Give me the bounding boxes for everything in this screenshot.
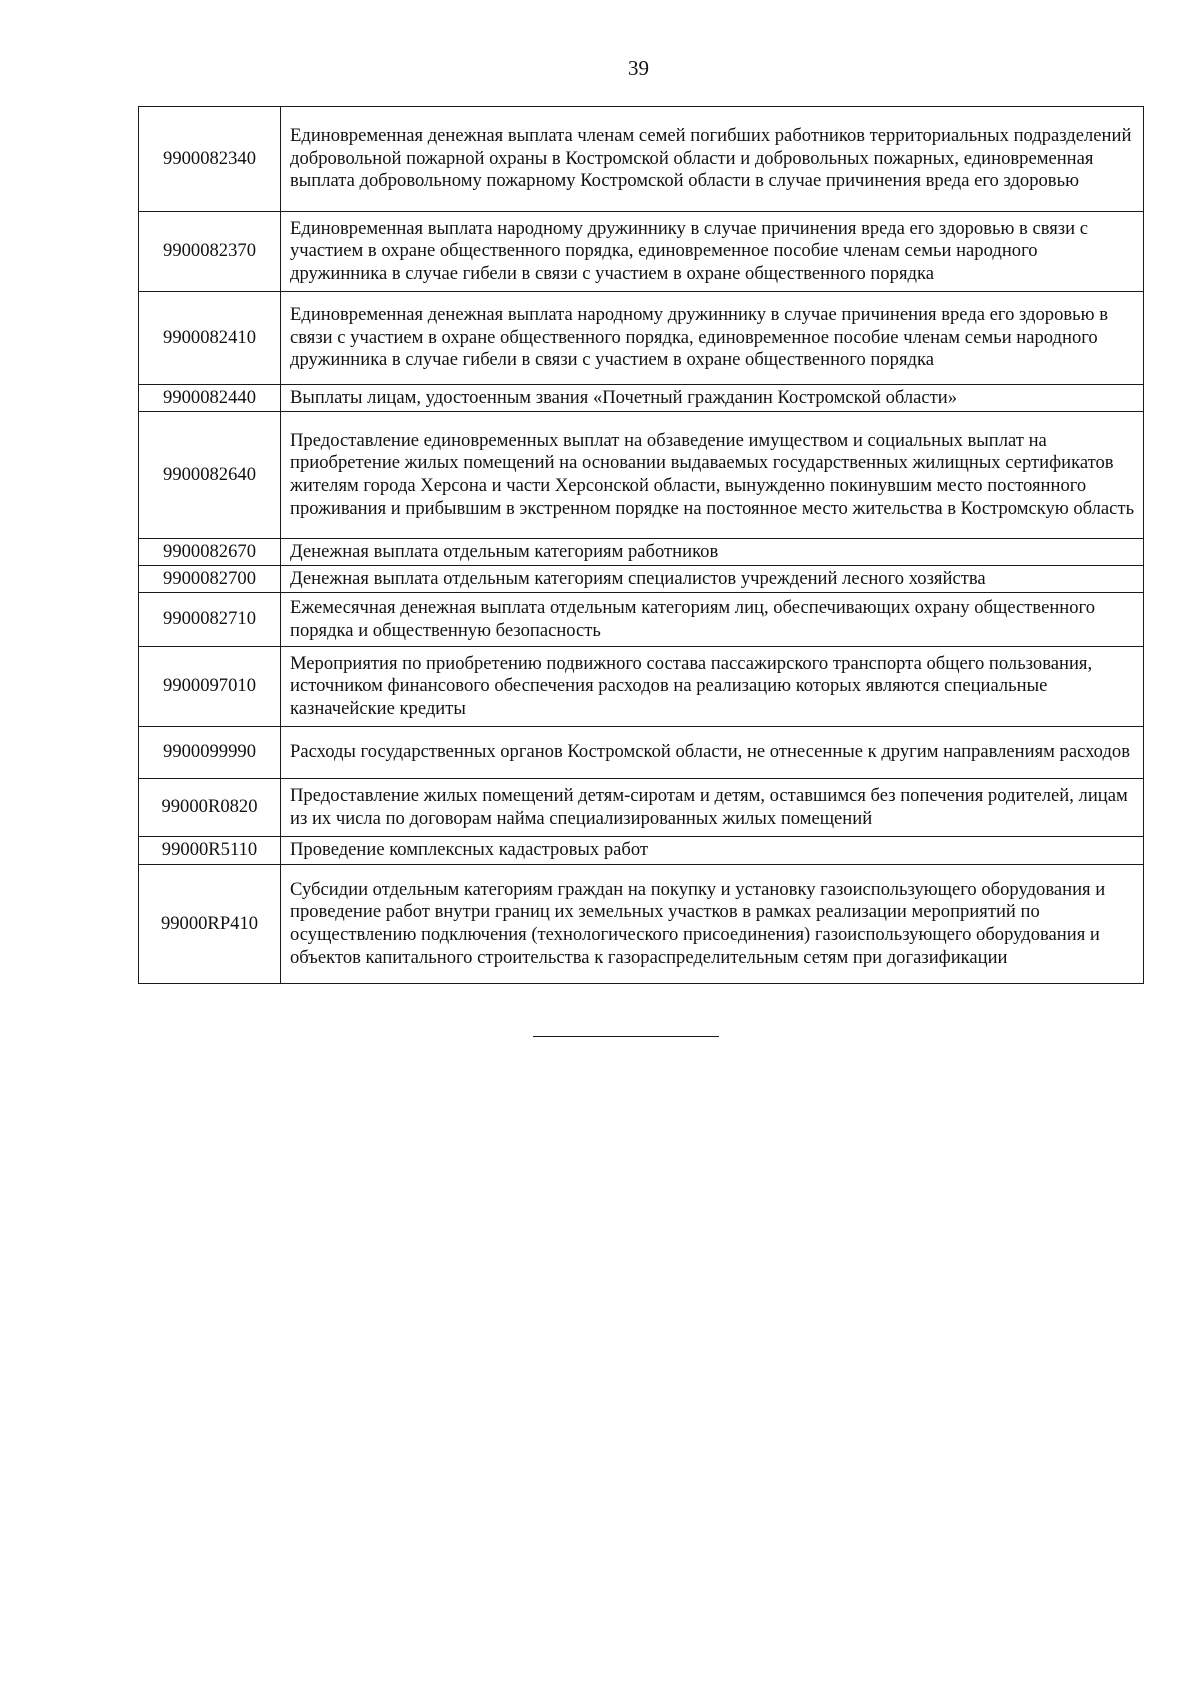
row-code: 99000R5110	[139, 837, 281, 865]
table-row	[139, 837, 1144, 865]
table-row	[139, 292, 1144, 385]
row-description: Проведение комплексных кадастровых работ	[281, 837, 1144, 865]
table-row	[139, 412, 1144, 539]
table-row	[139, 212, 1144, 292]
row-description: Денежная выплата отдельным категориям специалистов учреждений лесного хозяйства	[281, 566, 1144, 593]
row-code: 9900082700	[139, 566, 281, 593]
row-description: Ежемесячная денежная выплата отдельным категориям лиц, обеспечивающих охрану общественного порядка и общественную безопасность	[281, 593, 1144, 647]
row-code: 9900082670	[139, 539, 281, 566]
row-code: 99000RP410	[139, 865, 281, 984]
row-code: 9900082370	[139, 212, 281, 292]
table-row	[139, 593, 1144, 647]
row-code: 9900082340	[139, 107, 281, 212]
row-description: Единовременная выплата народному дружиннику в случае причинения вреда его здоровью в связи с участием в охране общественного порядка, единовременное пособие членам семьи народного дружинника в случае гибели в связи с участием в охране общественного порядка	[281, 212, 1144, 292]
expense-codes-table	[138, 106, 1144, 984]
row-description: Денежная выплата отдельным категориям работников	[281, 539, 1144, 566]
row-code: 9900082640	[139, 412, 281, 539]
row-description: Предоставление единовременных выплат на обзаведение имуществом и социальных выплат на приобретение жилых помещений на основании выдаваемых государственных жилищных сертификатов жителям города Херсона и части Херсонской области, вынужденно покинувшим место постоянного проживания и прибывшим в экстренном порядке на постоянное место жительства в Костромскую область	[281, 412, 1144, 539]
table-row	[139, 727, 1144, 779]
table-row	[139, 779, 1144, 837]
table-row	[139, 566, 1144, 593]
row-description: Мероприятия по приобретению подвижного состава пассажирского транспорта общего пользования, источником финансового обеспечения расходов на реализацию которых являются специальные казначейские кредиты	[281, 647, 1144, 727]
row-description: Единовременная денежная выплата членам семей погибших работников территориальных подразделений добровольной пожарной охраны в Костромской области и добровольных пожарных, единовременная выплата добровольному пожарному Костромской области в случае причинения вреда его здоровью	[281, 107, 1144, 212]
row-description: Расходы государственных органов Костромской области, не отнесенные к другим направлениям расходов	[281, 727, 1144, 779]
row-code: 9900082440	[139, 385, 281, 412]
table-row	[139, 647, 1144, 727]
table-row	[139, 865, 1144, 984]
row-description: Субсидии отдельным категориям граждан на покупку и установку газоиспользующего оборудования и проведение работ внутри границ их земельных участков в рамках реализации мероприятий по осуществлению подключения (технологического присоединения) газоиспользующего оборудования и объектов капитального строительства к газораспределительным сетям при догазификации	[281, 865, 1144, 984]
row-code: 99000R0820	[139, 779, 281, 837]
row-code: 9900082710	[139, 593, 281, 647]
row-code: 9900082410	[139, 292, 281, 385]
table-row	[139, 539, 1144, 566]
page-number: 39	[628, 56, 649, 80]
table-row	[139, 385, 1144, 412]
row-code: 9900099990	[139, 727, 281, 779]
closing-divider-line	[533, 1036, 719, 1037]
row-description: Единовременная денежная выплата народному дружиннику в случае причинения вреда его здоровью в связи с участием в охране общественного порядка, единовременное пособие членам семьи народного дружинника в случае гибели в связи с участием в охране общественного порядка	[281, 292, 1144, 385]
table-row	[139, 107, 1144, 212]
row-code: 9900097010	[139, 647, 281, 727]
row-description: Предоставление жилых помещений детям-сиротам и детям, оставшимся без попечения родителей, лицам из их числа по договорам найма специализированных жилых помещений	[281, 779, 1144, 837]
row-description: Выплаты лицам, удостоенным звания «Почетный гражданин Костромской области»	[281, 385, 1144, 412]
